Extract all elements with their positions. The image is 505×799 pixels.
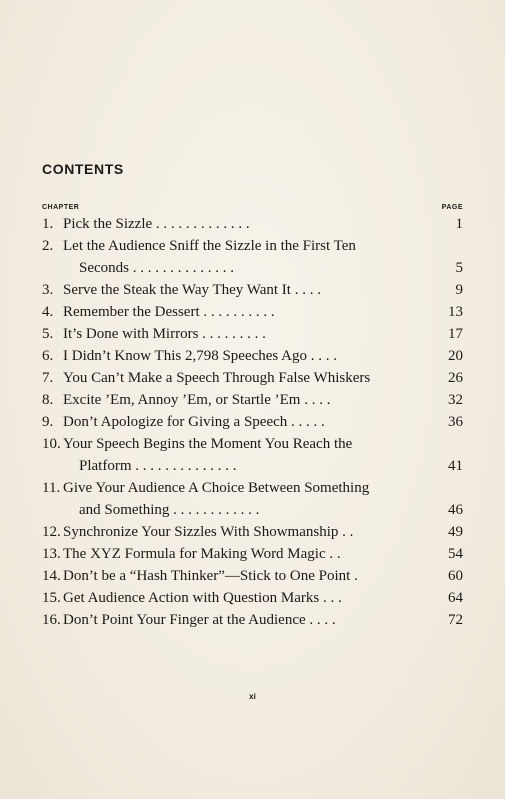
page-number: 72: [448, 612, 463, 628]
toc-entry: [42, 279, 463, 301]
chapter-number: 14.: [42, 568, 61, 584]
page-number: 54: [448, 546, 463, 562]
page-number: 20: [448, 348, 463, 364]
page-number: 46: [448, 502, 463, 518]
toc-entry: [42, 565, 463, 587]
chapter-title-text: Give Your Audience A Choice Between Something: [63, 480, 370, 496]
chapter-number: 5.: [42, 326, 54, 342]
page-title: CONTENTS: [42, 161, 124, 177]
toc-entry-title: [42, 301, 429, 323]
chapter-title-text: It’s Done with Mirrors . . . . . . . . .: [63, 326, 266, 342]
chapter-number: 2.: [42, 238, 54, 254]
toc-entry-title: [42, 587, 429, 609]
toc-entry-title: [42, 565, 429, 587]
toc-entry-title-continued: [42, 499, 429, 521]
page-number: 60: [448, 568, 463, 584]
toc-entry-title: [42, 279, 429, 301]
toc-entry: [42, 433, 463, 477]
chapter-title-text: and Something . . . . . . . . . . . .: [79, 502, 260, 518]
page-number: 5: [455, 260, 463, 276]
toc-entry: [42, 235, 463, 279]
chapter-number: 13.: [42, 546, 61, 562]
chapter-title-text: Your Speech Begins the Moment You Reach the: [63, 436, 353, 452]
toc-entry-title: [42, 521, 429, 543]
page-column-label: PAGE: [441, 204, 463, 211]
chapter-title-text: Don’t Point Your Finger at the Audience . . . .: [63, 612, 336, 628]
page-number: 26: [448, 370, 463, 386]
toc-entry-title: [42, 213, 429, 235]
toc-entry: [42, 367, 463, 389]
chapter-title-text: I Didn’t Know This 2,798 Speeches Ago . . . .: [63, 348, 338, 364]
toc-entry: [42, 477, 463, 521]
page-number: 13: [448, 304, 463, 320]
toc-entry-title: [42, 235, 429, 257]
toc-entry-title: [42, 609, 429, 631]
toc-entry: [42, 323, 463, 345]
chapter-title-text: Don’t be a “Hash Thinker”—Stick to One Point .: [63, 568, 358, 584]
chapter-title-text: Synchronize Your Sizzles With Showmanship . .: [63, 524, 354, 540]
chapter-column-label: CHAPTER: [42, 204, 80, 211]
toc-entry-title: [42, 477, 429, 499]
toc-entry-title: [42, 543, 429, 565]
toc-entry: [42, 213, 463, 235]
chapter-title-text: Get Audience Action with Question Marks . . .: [63, 590, 342, 606]
toc-entry-title: [42, 367, 429, 389]
chapter-number: 8.: [42, 392, 54, 408]
page-number: 36: [448, 414, 463, 430]
bleed-through-text: [60, 40, 460, 160]
chapter-title-text: You Can’t Make a Speech Through False Whiskers: [63, 370, 371, 386]
chapter-number: 12.: [42, 524, 61, 540]
toc-entry-title: [42, 345, 429, 367]
table-of-contents: [42, 213, 463, 631]
toc-entry-title: [42, 411, 429, 433]
chapter-number: 11.: [42, 480, 61, 496]
toc-entry-title: [42, 323, 429, 345]
chapter-number: 4.: [42, 304, 54, 320]
toc-entry-title: [42, 389, 429, 411]
chapter-title-text: Pick the Sizzle . . . . . . . . . . . . .: [63, 216, 250, 232]
page-number: 17: [448, 326, 463, 342]
page-number: 32: [448, 392, 463, 408]
chapter-number: 6.: [42, 348, 54, 364]
chapter-title-text: Remember the Dessert . . . . . . . . . .: [63, 304, 275, 320]
chapter-title-text: Let the Audience Sniff the Sizzle in the First Ten: [63, 238, 356, 254]
chapter-number: 16.: [42, 612, 61, 628]
page-number: 9: [455, 282, 463, 298]
chapter-title-text: The XYZ Formula for Making Word Magic . .: [63, 546, 341, 562]
toc-entry-title-continued: [42, 257, 429, 279]
chapter-number: 1.: [42, 216, 54, 232]
toc-entry: [42, 411, 463, 433]
chapter-number: 7.: [42, 370, 54, 386]
page-number: 41: [448, 458, 463, 474]
folio-page-number: xi: [249, 692, 256, 701]
chapter-title-text: Seconds . . . . . . . . . . . . . .: [79, 260, 234, 276]
toc-entry: [42, 345, 463, 367]
toc-entry-title: [42, 433, 429, 455]
chapter-number: 9.: [42, 414, 54, 430]
page-number: 64: [448, 590, 463, 606]
chapter-title-text: Serve the Steak the Way They Want It . . . .: [63, 282, 321, 298]
chapter-number: 10.: [42, 436, 61, 452]
chapter-number: 15.: [42, 590, 61, 606]
toc-entry: [42, 543, 463, 565]
toc-entry: [42, 301, 463, 323]
chapter-title-text: Platform . . . . . . . . . . . . . .: [79, 458, 237, 474]
page-number: 1: [455, 216, 463, 232]
toc-entry: [42, 389, 463, 411]
toc-entry: [42, 609, 463, 631]
chapter-title-text: Excite ’Em, Annoy ’Em, or Startle ’Em . . . .: [63, 392, 331, 408]
page-number: 49: [448, 524, 463, 540]
toc-entry-title-continued: [42, 455, 429, 477]
toc-entry: [42, 587, 463, 609]
chapter-number: 3.: [42, 282, 54, 298]
chapter-title-text: Don’t Apologize for Giving a Speech . . . . .: [63, 414, 325, 430]
toc-entry: [42, 521, 463, 543]
